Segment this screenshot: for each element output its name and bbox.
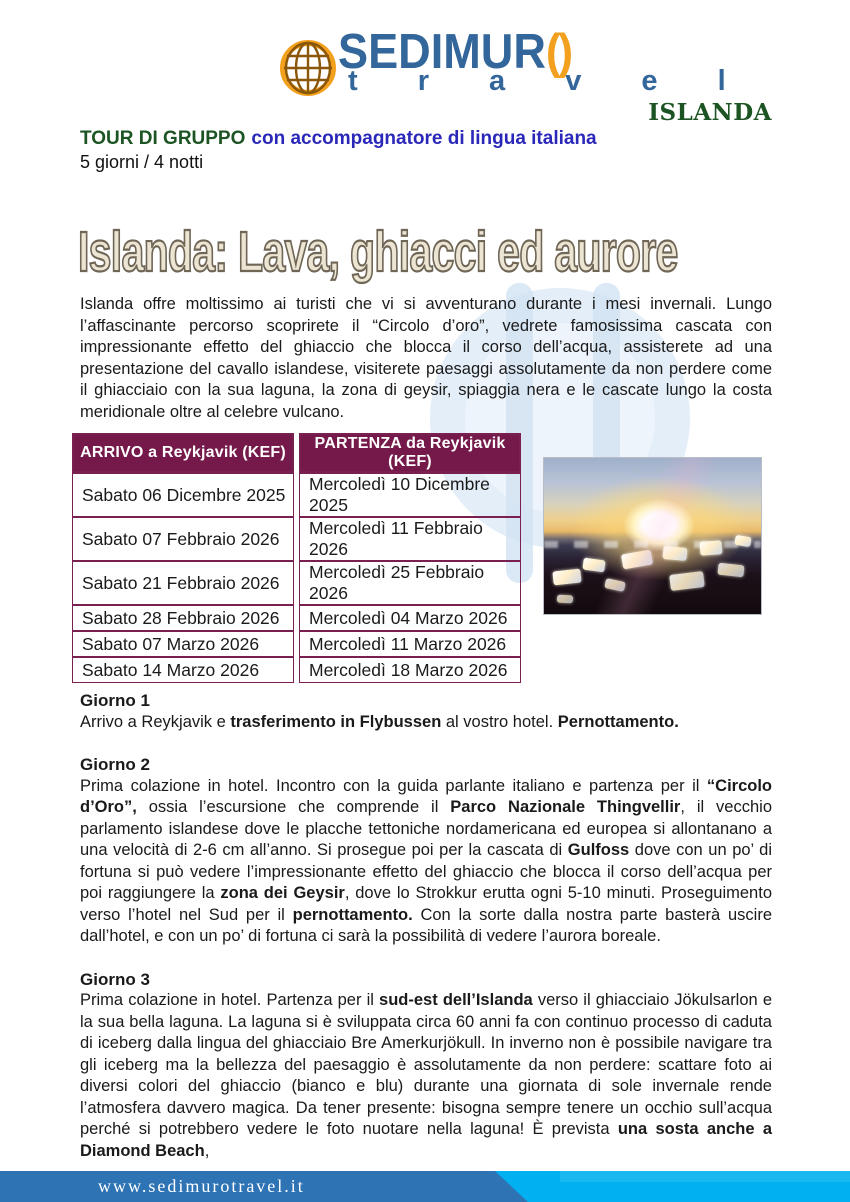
- departure-date-cell: Mercoledì 18 Marzo 2026: [299, 657, 521, 683]
- brand-parens: (): [545, 25, 571, 79]
- departure-date-cell: Mercoledì 11 Febbraio 2026: [299, 517, 521, 561]
- table-row: [72, 473, 521, 517]
- brand-sub-name: t r a v e l: [348, 65, 752, 97]
- arrival-date-cell: Sabato 07 Marzo 2026: [72, 631, 294, 657]
- tour-duration: 5 giorni / 4 notti: [80, 152, 204, 172]
- table-row: [72, 605, 521, 631]
- table-row: [72, 631, 521, 657]
- arrival-date-cell: Sabato 06 Dicembre 2025: [72, 473, 294, 517]
- country-label: ISLANDA: [648, 99, 772, 126]
- brand-logo: [280, 25, 752, 97]
- departure-date-cell: Mercoledì 25 Febbraio 2026: [299, 561, 521, 605]
- table-row: [72, 517, 521, 561]
- tour-subtitle: con accompagnatore di lingua italiana: [251, 128, 597, 149]
- page-title: Islanda: Lava, ghiacci ed aurore: [78, 220, 678, 284]
- lens-flare: [544, 458, 761, 614]
- day-paragraph: Prima colazione in hotel. Partenza per il sud-est dell’Islanda verso il ghiacciaio Jökulsarlon e la sua bella laguna. La laguna si è sviluppata circa 60 anni fa con continuo processo di caduta di iceberg dalla lingua del ghiacciaio Bre Amerkurjökull. In inverno non è possibile navigare tra gli iceberg ma la bellezza del paesaggio è assolutamente da non perdere: scattare foto ai diversi colori del ghiaccio (bianco e blu) durante una giornata di sole invernale rende l’atmosfera davvero magica. Da tener presente: bisogna sempre tenere un occhio sull’acqua perché si potrebbero vedere le foto nuotare nella laguna! È prevista una sosta anche a Diamond Beach,: [80, 991, 772, 1160]
- departures-table: [67, 433, 526, 683]
- diamond-beach-photo: [543, 457, 762, 615]
- globe-icon: [280, 40, 336, 96]
- departures-tbody: [72, 473, 521, 683]
- footer-bar: [0, 1171, 850, 1202]
- table-row: [72, 657, 521, 683]
- tour-type-label: TOUR DI GRUPPO: [80, 128, 246, 149]
- departure-column-header: PARTENZA da Reykjavik (KEF): [299, 433, 521, 473]
- departure-date-cell: Mercoledì 11 Marzo 2026: [299, 631, 521, 657]
- footer-highlight: [560, 1171, 850, 1182]
- intro-paragraph: Islanda offre moltissimo ai turisti che vi si avventurano durante i mesi invernali. Lungo l’affascinante percorso scoprirete il “Circolo d’oro”, vedrete famosissima cascata con impressionante effetto del ghiaccio che blocca il corso dell’acqua, assisterete ad una presentazione del cavallo islandese, visiterete paesaggi assolutamente da non perdere come il ghiacciaio con la sua laguna, la zona di geysir, spiaggia nera e le cascate lungo la costa meridionale oltre al celebre vulcano.: [80, 295, 772, 421]
- day-heading: Giorno 1: [80, 691, 150, 710]
- arrival-date-cell: Sabato 07 Febbraio 2026: [72, 517, 294, 561]
- footer-url[interactable]: www.sedimurotravel.it: [98, 1176, 305, 1196]
- tour-header: [80, 128, 597, 173]
- departure-date-cell: Mercoledì 04 Marzo 2026: [299, 605, 521, 631]
- table-header-row: [72, 433, 521, 473]
- arrival-date-cell: Sabato 14 Marzo 2026: [72, 657, 294, 683]
- day-paragraph: Arrivo a Reykjavik e trasferimento in Flybussen al vostro hotel. Pernottamento.: [80, 712, 679, 731]
- day-paragraph: Prima colazione in hotel. Incontro con la guida parlante italiano e partenza per il “Circolo d’Oro”, ossia l’escursione che comprende il Parco Nazionale Thingvellir, il vecchio parlamento islandese dove le placche tettoniche nordamericana ed europea si allontanano a una velocità di 2-6 cm all’anno. Si prosegue poi per la cascata di Gulfoss dove con un po’ di fortuna si può vedere l’impressionante effetto del ghiaccio che blocca il corso dell’acqua per poi raggiungere la zona dei Geysir, dove lo Strokkur erutta ogni 5-10 minuti. Proseguimento verso l’hotel nel Sud per il pernottamento. Con la sorte dalla nostra parte basterà uscire dall’hotel, e con un po’ di fortuna ci sarà la possibilità di vedere l’aurora boreale.: [80, 776, 772, 945]
- departure-date-cell: Mercoledì 10 Dicembre 2025: [299, 473, 521, 517]
- arrival-date-cell: Sabato 28 Febbraio 2026: [72, 605, 294, 631]
- day-heading: Giorno 3: [80, 969, 150, 989]
- brand-name: SEDIMUR(): [338, 25, 571, 79]
- day-heading: Giorno 2: [80, 755, 150, 774]
- table-row: [72, 561, 521, 605]
- arrival-date-cell: Sabato 21 Febbraio 2026: [72, 561, 294, 605]
- arrival-column-header: ARRIVO a Reykjavik (KEF): [72, 433, 294, 473]
- itinerary: [80, 690, 772, 1183]
